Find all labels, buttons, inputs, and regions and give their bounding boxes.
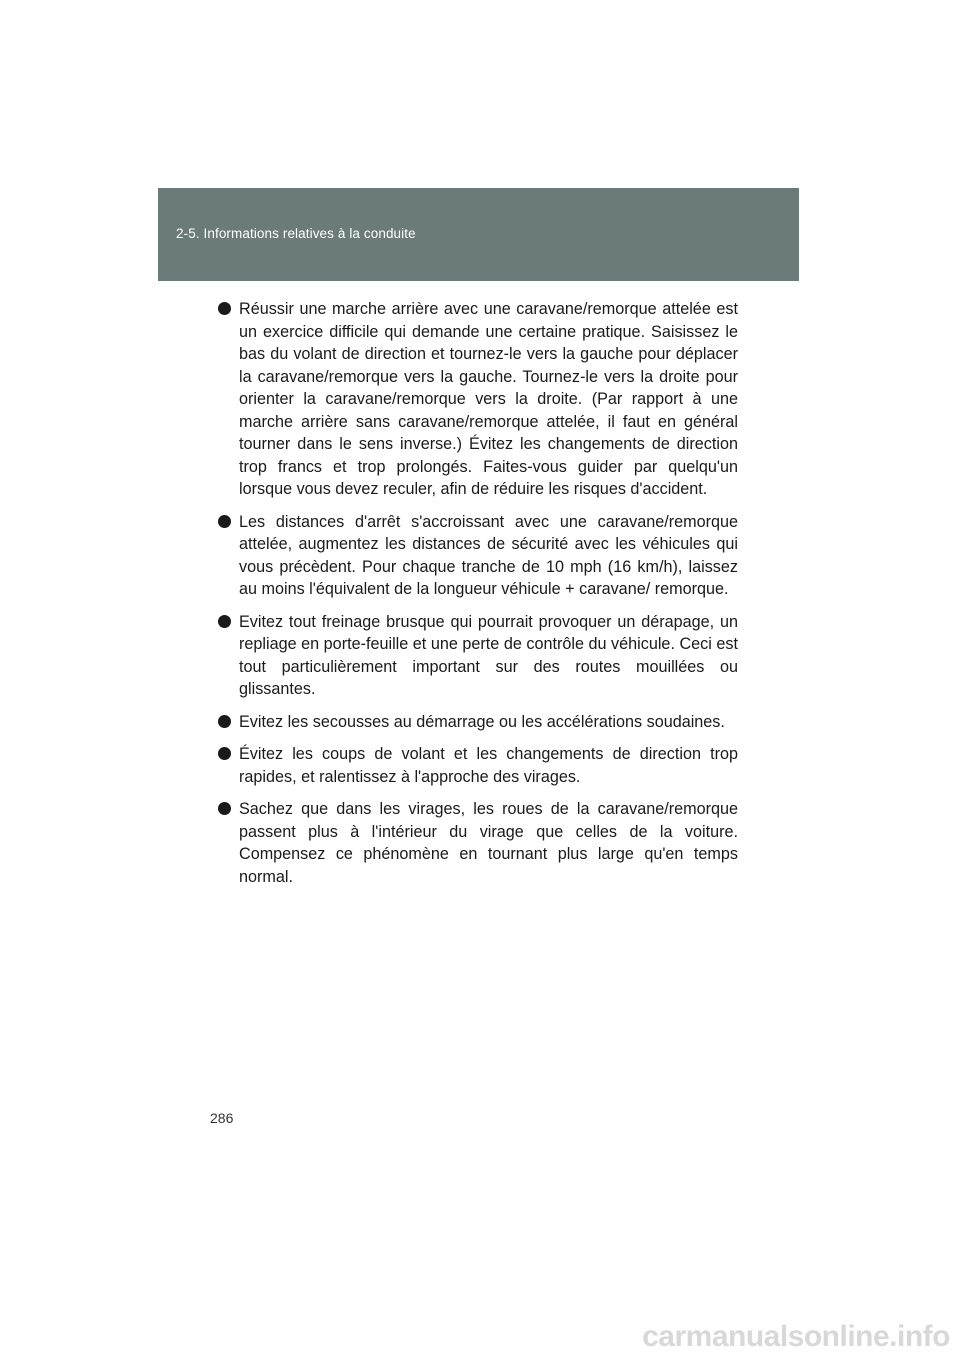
bullet-item bbox=[218, 711, 738, 734]
section-title: 2-5. Informations relatives à la conduite bbox=[176, 226, 416, 241]
page-number: 286 bbox=[210, 1110, 234, 1126]
bullet-text: Évitez les coups de volant et les changements de direction trop rapides, et ralentissez à l'approche des virages. bbox=[239, 745, 738, 786]
bullet-dot-icon bbox=[218, 747, 231, 760]
bullet-dot-icon bbox=[218, 802, 231, 815]
bullet-text: Evitez tout freinage brusque qui pourrait provoquer un dérapage, un repliage en porte-feuille et une perte de contrôle du véhicule. Ceci est tout particulièrement important sur des routes mouillées ou glissantes. bbox=[239, 612, 738, 698]
watermark: carmanualsonline.info bbox=[642, 1320, 950, 1353]
bullet-list bbox=[218, 298, 738, 898]
bullet-text: Les distances d'arrêt s'accroissant avec une caravane/remorque attelée, augmentez les distances de sécurité avec les véhicules qui vous précèdent. Pour chaque tranche de 10 mph (16 km/h), laissez au moins l'équivalent de la longueur véhicule + caravane/ remorque. bbox=[239, 512, 738, 598]
bullet-item bbox=[218, 511, 738, 601]
bullet-dot-icon bbox=[218, 515, 231, 528]
section-header bbox=[158, 188, 799, 281]
bullet-item bbox=[218, 611, 738, 701]
bullet-dot-icon bbox=[218, 715, 231, 728]
bullet-dot-icon bbox=[218, 302, 231, 315]
bullet-text: Réussir une marche arrière avec une caravane/remorque attelée est un exercice difficile qui demande une certaine pratique. Saisissez le bas du volant de direction et tournez-le vers la gauche pour déplacer la caravane/remorque vers la gauche. Tournez-le vers la droite pour orienter la caravane/remorque vers la droite. (Par rapport à une marche arrière sans caravane/remorque attelée, il faut en général tourner dans le sens inverse.) Évitez les changements de direction trop francs et trop prolongés. Faites-vous guider par quelqu'un lorsque vous devez reculer, afin de réduire les risques d'accident. bbox=[239, 300, 738, 498]
bullet-text: Evitez les secousses au démarrage ou les accélérations soudaines. bbox=[239, 712, 725, 731]
bullet-item bbox=[218, 743, 738, 788]
bullet-item bbox=[218, 798, 738, 888]
bullet-dot-icon bbox=[218, 615, 231, 628]
bullet-item bbox=[218, 298, 738, 501]
bullet-text: Sachez que dans les virages, les roues de la caravane/remorque passent plus à l'intérieur du virage que celles de la voiture. Compensez ce phénomène en tournant plus large qu'en temps normal. bbox=[239, 800, 738, 886]
